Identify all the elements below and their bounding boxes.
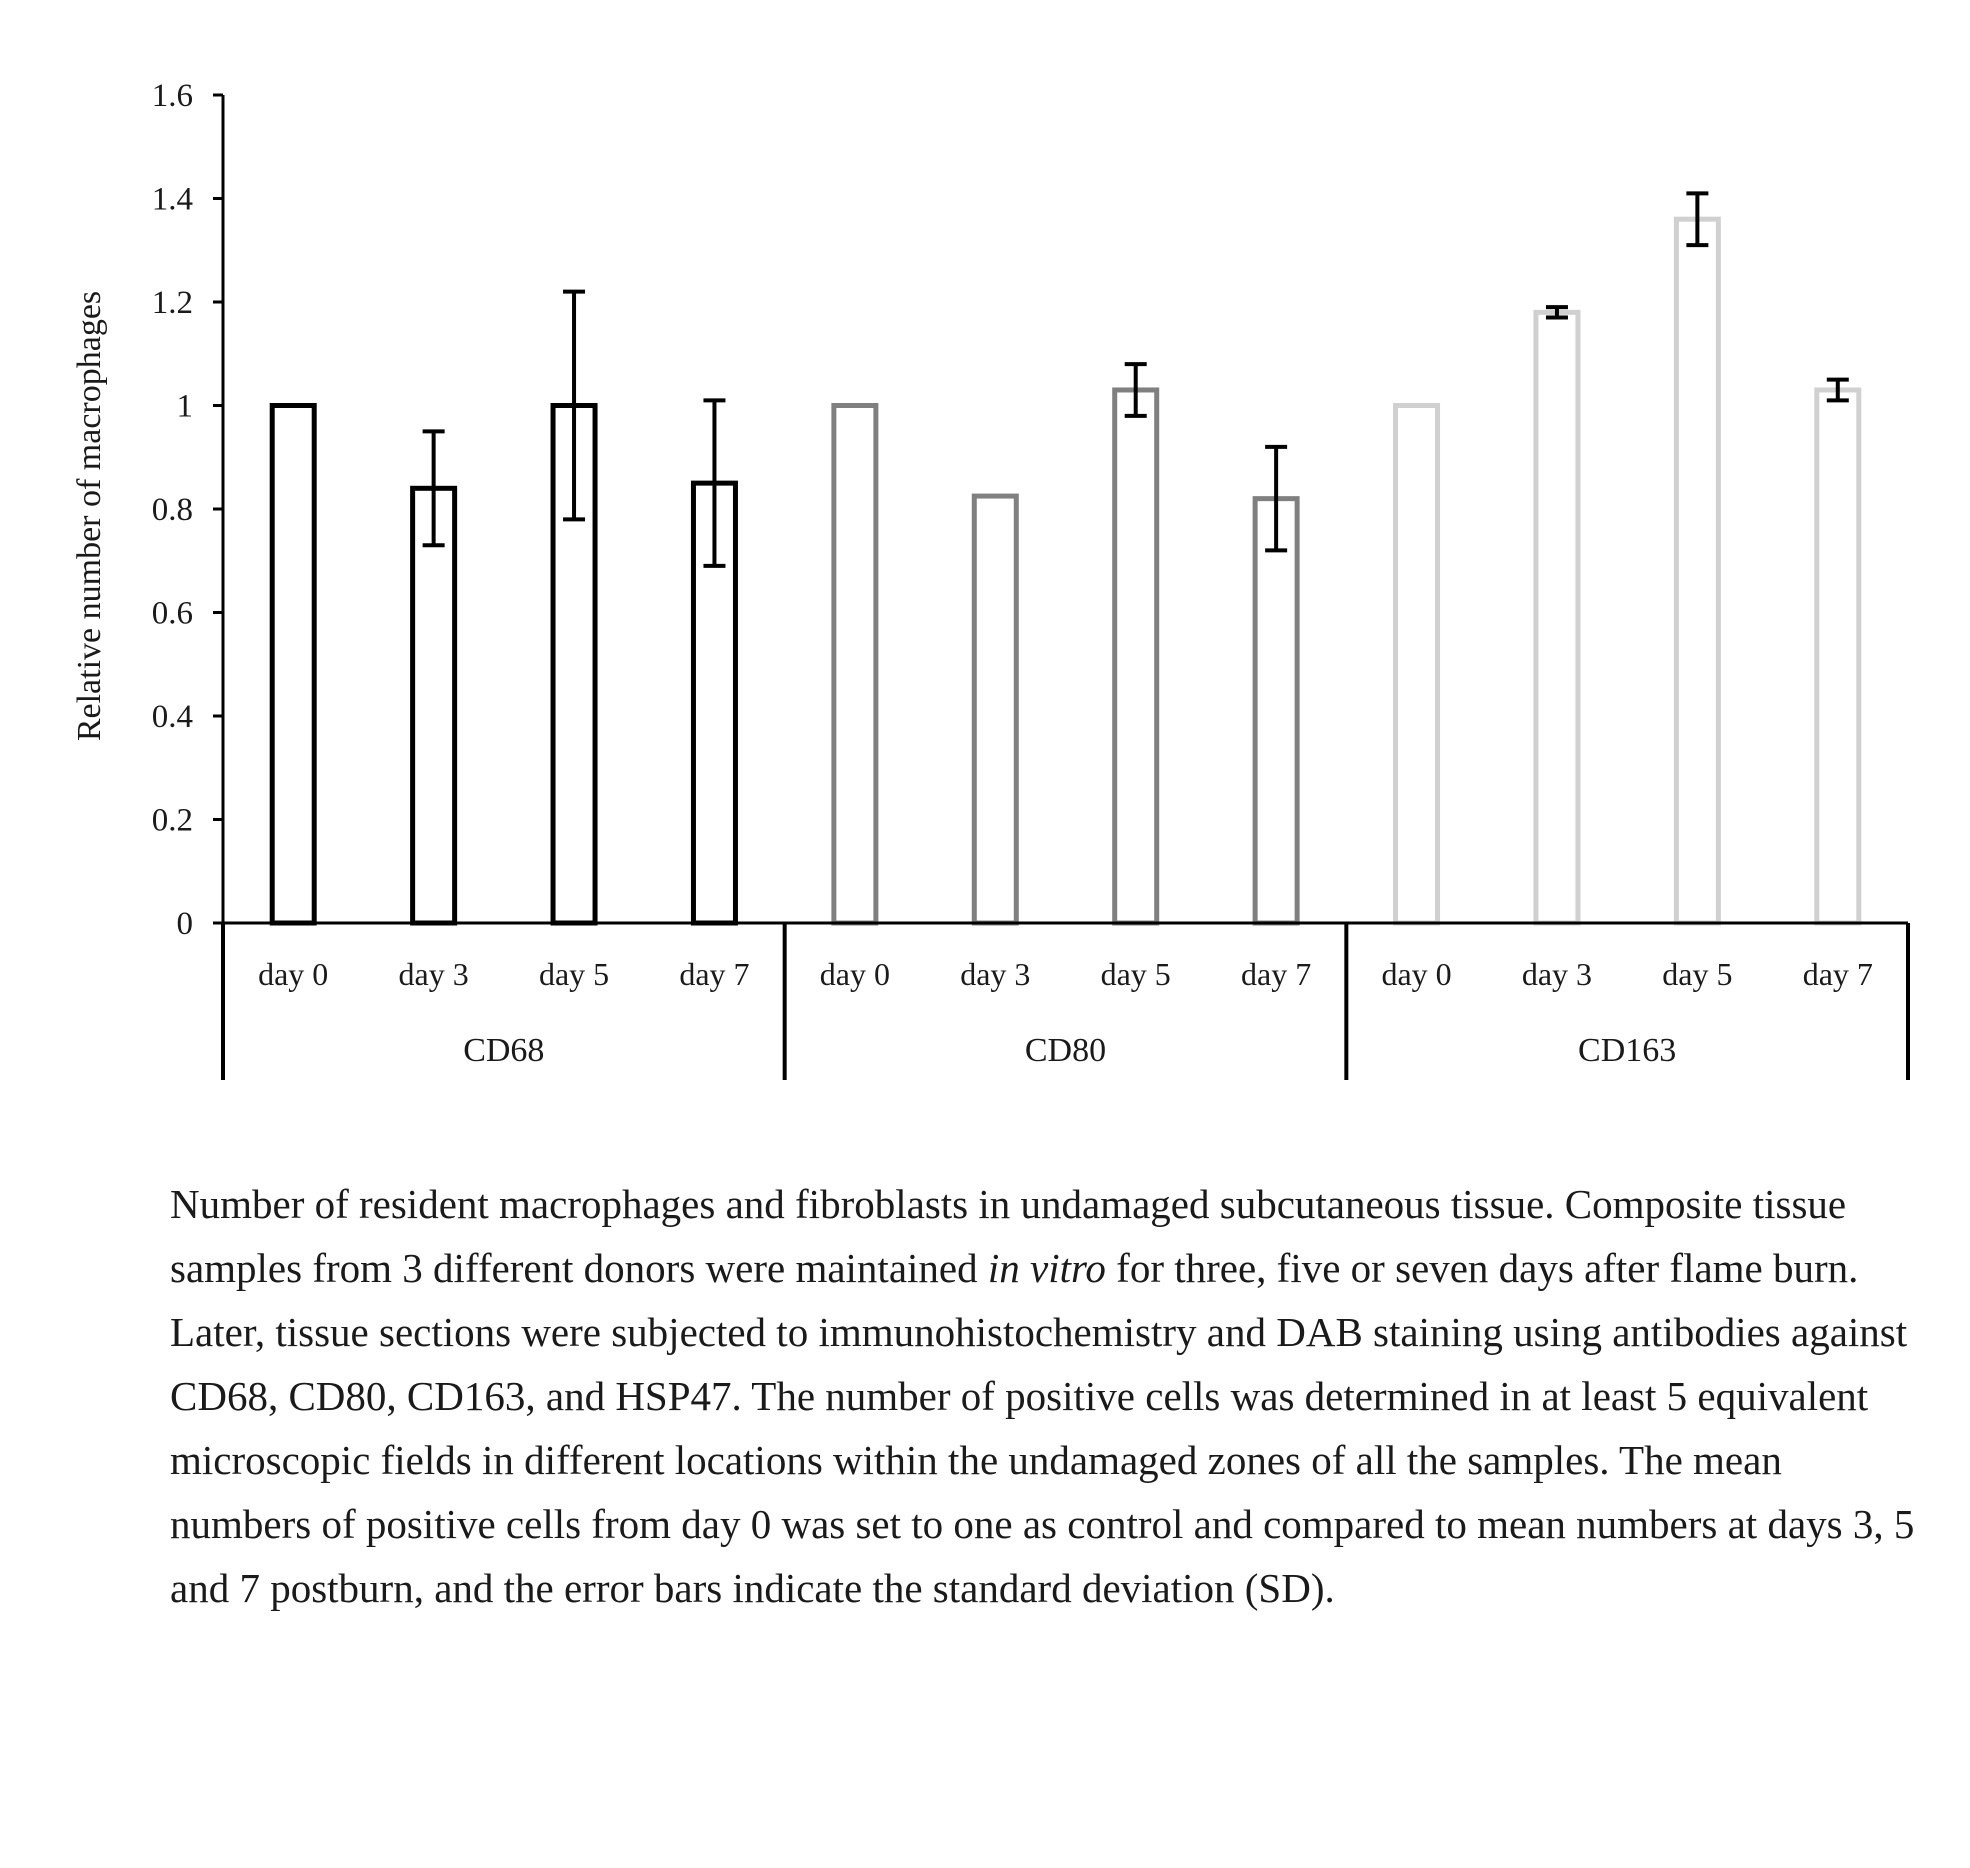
bar-cd163-day-3 (1536, 312, 1578, 923)
caption-text-1: Number of resident macrophages and fibroblasts in undamaged subcutaneous tissue. Composite tissue samples from 3 different donors were maintained (170, 1181, 1847, 1291)
y-tick-label: 1.2 (151, 285, 193, 321)
y-tick-label: 1.6 (151, 78, 193, 114)
category-label: day 0 (1381, 956, 1452, 992)
bars (272, 219, 1859, 923)
bar-cd68-day-0 (272, 406, 314, 924)
category-label: day 5 (1662, 956, 1733, 992)
caption-text-2: for three, five or seven days after flame burn. Later, tissue sections were subjected to immunohistochemistry and DAB staining using antibodies against CD68, CD80, CD163, and HSP47. The number of positive cells was determined in at least 5 equivalent microscopic fields in different locations within the undamaged zones of all the samples. The mean numbers of positive cells from day 0 was set to one as control and compared to mean numbers at days 3, 5 and 7 postburn, and the error bars indicate the standard deviation (SD). (170, 1245, 1915, 1611)
bar-cd163-day-7 (1817, 390, 1859, 923)
group-label: CD163 (1578, 1032, 1677, 1069)
y-tick-label: 1 (176, 388, 193, 425)
x-axis (223, 923, 1908, 1080)
y-axis (152, 78, 223, 942)
category-label: day 7 (679, 956, 750, 992)
bar-cd80-day-3 (974, 496, 1016, 923)
category-label: day 3 (960, 956, 1031, 992)
category-label: day 5 (538, 956, 610, 992)
bar-cd80-day-0 (834, 406, 876, 924)
bar-cd163-day-5 (1676, 219, 1718, 923)
category-label: day 0 (258, 956, 329, 992)
bar-cd68-day-3 (413, 488, 455, 923)
bar-cd80-day-7 (1255, 499, 1297, 923)
y-tick-label: 0.4 (151, 699, 193, 735)
y-axis-label: Relative number of macrophages (71, 290, 108, 742)
y-tick-label: 0 (176, 906, 193, 942)
y-tick-label: 0.6 (151, 595, 193, 632)
y-tick-label: 0.2 (151, 802, 193, 839)
group-label: CD80 (1024, 1032, 1107, 1069)
bar-cd80-day-5 (1115, 390, 1157, 923)
category-label: day 7 (1241, 956, 1312, 992)
category-label: day 7 (1802, 956, 1873, 992)
caption-italic: in vitro (987, 1245, 1106, 1291)
y-tick-label: 0.8 (151, 492, 193, 528)
category-label: day 3 (1521, 956, 1593, 992)
figure-caption (170, 1172, 1920, 1620)
group-label: CD68 (463, 1032, 545, 1069)
category-label: day 5 (1100, 956, 1171, 992)
category-label: day 0 (819, 956, 890, 992)
bar-cd163-day-0 (1396, 406, 1438, 924)
y-tick-label: 1.4 (151, 181, 193, 218)
category-label: day 3 (398, 956, 469, 992)
